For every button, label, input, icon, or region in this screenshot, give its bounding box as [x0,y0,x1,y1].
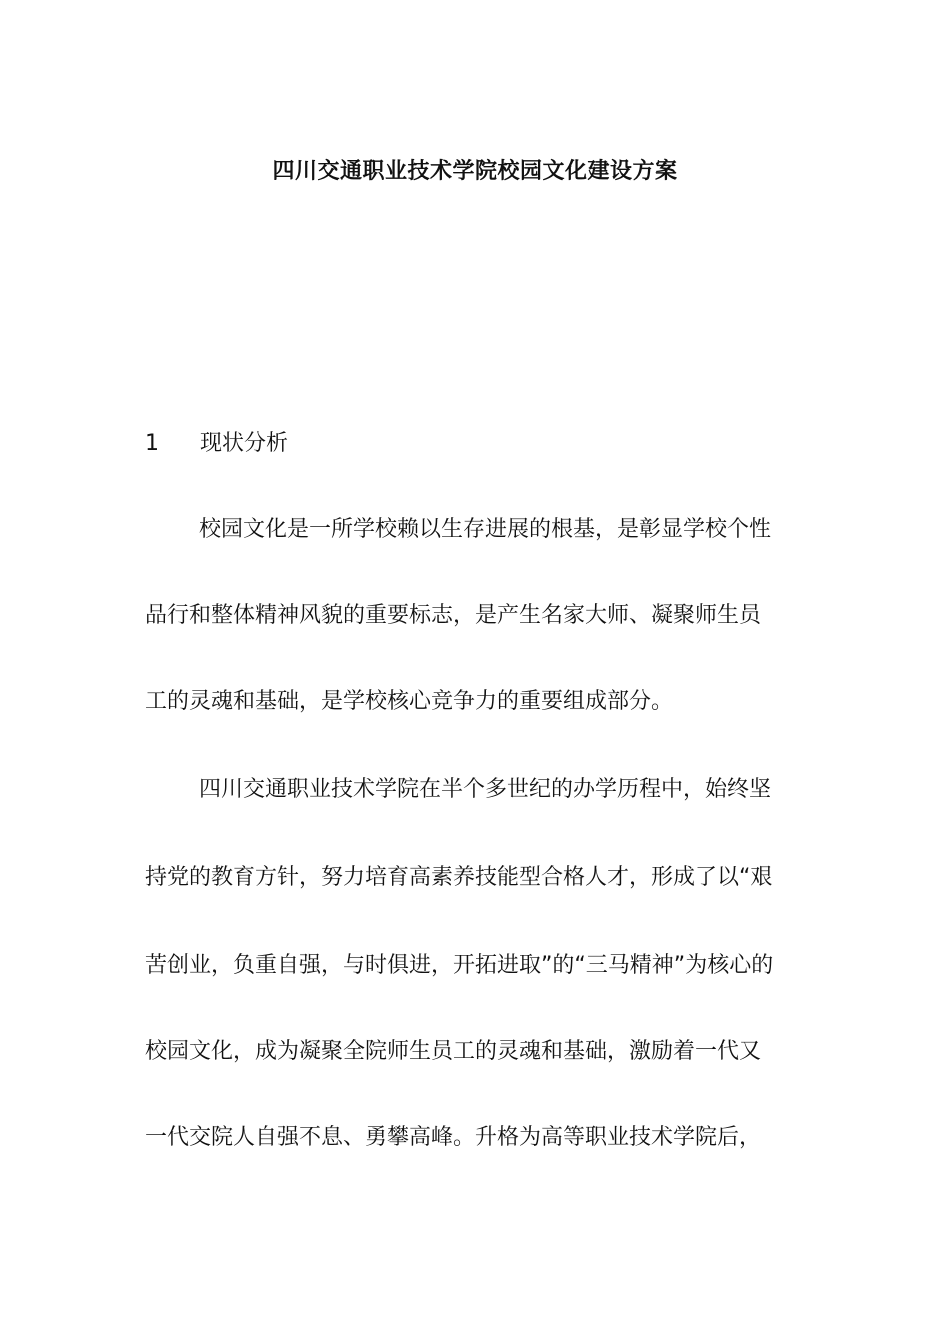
section-number: 1 [145,431,159,456]
paragraph-1-line-1: 校园文化是一所学校赖以生存进展的根基，是彰显学校个性 [199,517,772,542]
paragraph-1-line-3: 工的灵魂和基础，是学校核心竞争力的重要组成部分。 [145,689,674,714]
document-title: 四川交通职业技术学院校园文化建设方案 [272,159,678,184]
paragraph-2-line-3: 苦创业，负重自强，与时俱进，开拓进取”的“三马精神”为核心的 [145,953,774,978]
section-heading [145,428,288,460]
paragraph-2-line-2: 持党的教育方针，努力培育高素养技能型合格人才，形成了以“艰 [145,865,773,890]
paragraph-2-line-5: 一代交院人自强不息、勇攀高峰。升格为高等职业技术学院后， [145,1125,762,1150]
paragraph-1-line-2: 品行和整体精神风貌的重要标志，是产生名家大师、凝聚师生员 [145,603,762,628]
section-heading-text: 现状分析 [200,431,289,456]
paragraph-2-line-1: 四川交通职业技术学院在半个多世纪的办学历程中，始终坚 [199,777,772,802]
paragraph-2-line-4: 校园文化，成为凝聚全院师生员工的灵魂和基础，激励着一代又 [145,1039,762,1064]
